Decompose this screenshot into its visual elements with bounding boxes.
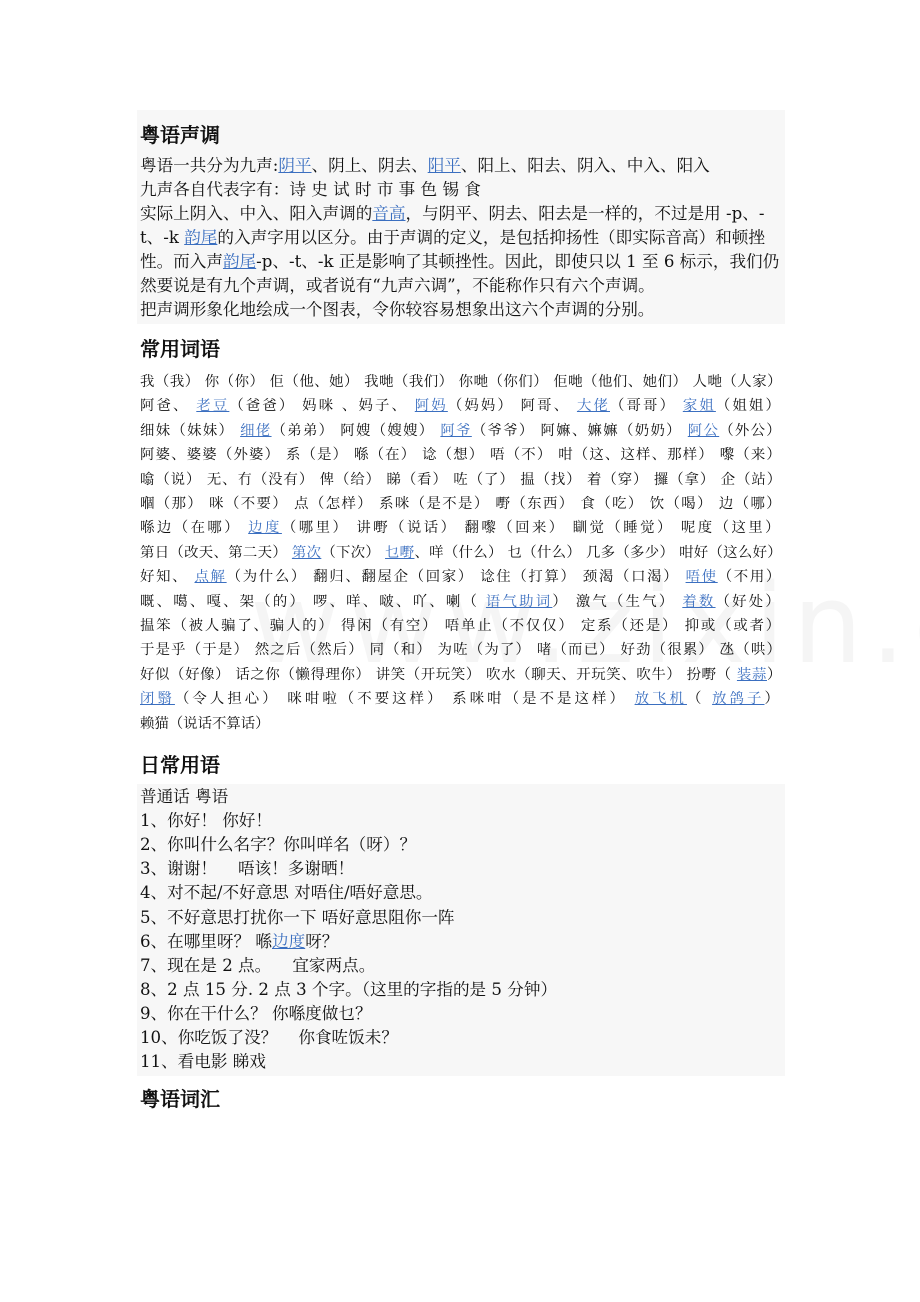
text-span: 6、在哪里呀？ 喺: [140, 931, 272, 951]
word-gloss: 谂住（打算）: [480, 569, 583, 586]
phrase-line: 7、现在是 2 点。 宜家两点。: [140, 955, 376, 975]
phrase-line: 8、2 点 15 分. 2 点 3 个字。（这里的字指的是 5 分钟）: [140, 979, 558, 999]
word-entry: [140, 447, 286, 463]
word-entry: [480, 569, 583, 585]
word-link[interactable]: 阿公: [687, 422, 720, 439]
phrase-line: 9、你在干什么？ 你喺度做乜？: [140, 1003, 372, 1023]
word-gloss: 于是乎（于是）: [140, 642, 255, 659]
word-gloss: 俾（给）: [319, 471, 387, 488]
word-link[interactable]: 点解: [194, 569, 227, 586]
word-entry: [508, 545, 586, 561]
link-pitch[interactable]: 音高: [372, 204, 406, 223]
link-coda-2[interactable]: 韵尾: [222, 252, 257, 271]
word-gloss: （好处）: [715, 593, 783, 610]
words-list: [137, 370, 785, 736]
word-entry: [302, 398, 408, 414]
word-gloss: （: [686, 691, 705, 708]
word-entry: [379, 496, 496, 512]
word-entry: [270, 374, 365, 390]
word-entry: [687, 667, 732, 683]
word-entry[interactable]: [635, 691, 705, 707]
word-entry: [453, 472, 520, 488]
word-entry: [486, 667, 687, 683]
word-link[interactable]: 家姐: [682, 398, 716, 415]
tones-para-4: 把声调形象化地绘成一个图表，令你较容易想象出这六个声调的分别。: [140, 300, 655, 319]
word-entry[interactable]: [683, 398, 782, 414]
word-gloss: 定系（还是）: [580, 618, 685, 635]
daily-heading: 日常用语: [140, 753, 220, 778]
word-entry: [650, 496, 719, 512]
word-entry: [341, 618, 445, 634]
word-gloss: 食（吃）: [580, 496, 650, 513]
text-span: 的入声字用以区分。由于声调的定义，是包括抑扬性（即实际音高）和顿挫性。而入声: [140, 228, 765, 271]
word-entry: [376, 667, 486, 683]
phrase-line: 5、不好意思打扰你一下 唔好意思阻你一阵: [140, 907, 455, 927]
word-link[interactable]: 闭翳: [140, 691, 175, 708]
word-gloss: 喺（在）: [354, 447, 423, 464]
word-gloss: 讲笑（开玩笑）: [375, 666, 487, 683]
word-entry[interactable]: [240, 423, 340, 439]
word-gloss: （令人担心）: [174, 691, 288, 708]
text-span: 呀？: [305, 931, 339, 951]
word-entry: [320, 472, 387, 488]
word-gloss: 讲嘢（说话）: [356, 520, 465, 537]
word-link[interactable]: 阿妈: [414, 398, 448, 415]
word-entry: [490, 447, 558, 463]
word-entry: [452, 691, 634, 707]
word-entry: [681, 520, 782, 536]
word-gloss: 颈渴（口渴）: [582, 569, 686, 586]
word-entry: [720, 447, 782, 463]
phrase-line: 1、你好！ 你好！: [140, 811, 272, 831]
word-gloss: 咪（不要）: [209, 496, 295, 513]
word-link[interactable]: 边度: [248, 520, 282, 537]
word-entry: [140, 667, 235, 683]
word-gloss: 佢哋（他们、她们）: [553, 374, 693, 390]
word-entry: [521, 398, 571, 414]
word-gloss: 细妹（妹妹）: [140, 422, 241, 439]
word-gloss: （哪里）: [281, 520, 357, 537]
daily-column-header: 普通话 粤语: [140, 787, 229, 807]
word-entry[interactable]: [686, 569, 782, 585]
word-link[interactable]: 大佬: [576, 398, 610, 415]
word-entry[interactable]: [196, 398, 302, 414]
text-span: 、阳上、阳去、阴入、中入、阳入: [460, 156, 710, 175]
word-gloss: 佢（他、她）: [269, 374, 365, 390]
word-gloss: 同（和）: [369, 642, 438, 659]
word-link[interactable]: 乜嘢: [385, 544, 415, 561]
tones-text: [140, 154, 783, 322]
word-entry: [140, 423, 240, 439]
word-gloss: 嚟（来）: [719, 447, 783, 464]
word-gloss: 激气（生气）: [575, 593, 683, 610]
document-page: [137, 110, 785, 1112]
word-entry: [537, 642, 621, 658]
word-gloss: 噏（说）: [140, 471, 207, 488]
word-entry: [205, 374, 270, 390]
word-entry: [140, 569, 188, 585]
word-gloss: 好似（好像）: [140, 666, 236, 683]
word-link[interactable]: 语气助词: [485, 593, 553, 610]
word-entry: [364, 374, 459, 390]
word-entry: [340, 423, 440, 439]
word-gloss: 系咪（是不是）: [379, 496, 496, 513]
word-entry: [520, 472, 587, 488]
word-entry: [586, 545, 679, 561]
word-gloss: （爸爸）: [229, 398, 303, 415]
word-entry: [140, 618, 341, 634]
word-gloss: 扮嘢（: [686, 666, 732, 683]
word-gloss: 第日（改天、第二天）: [140, 544, 292, 561]
word-gloss: 啰、咩、啵、吖、喇（: [312, 593, 480, 610]
word-gloss: 揾笨（被人骗了、骗人的）: [140, 618, 342, 635]
word-gloss: 几多（多少）: [585, 544, 680, 561]
word-entry: [370, 642, 438, 658]
words-header: [137, 324, 785, 370]
word-entry: [356, 520, 464, 536]
word-gloss: 你（你）: [204, 374, 270, 390]
tones-section: [137, 110, 785, 324]
text-span: ，与阴平、阴去、阳去是一样的，不过是用 -p、-t、-k: [140, 204, 765, 247]
word-entry: [583, 569, 686, 585]
word-entry: [553, 374, 692, 390]
text-span: 实际上阴入、中入、阳入声调的: [140, 204, 373, 223]
word-entry: [140, 520, 248, 536]
word-entry: [679, 545, 782, 561]
word-gloss: 我哋（我们）: [364, 374, 459, 390]
word-gloss: 、咩（什么）: [414, 544, 508, 561]
word-entry: [654, 472, 721, 488]
phrase-link[interactable]: 边度: [272, 931, 306, 951]
word-gloss: 睇（看）: [386, 471, 454, 488]
words-heading: 常用词语: [140, 337, 220, 361]
word-gloss: 吹水（聊天、开玩笑、吹牛）: [486, 666, 687, 683]
word-gloss: 点（怎样）: [294, 496, 380, 513]
word-gloss: （妈妈）: [447, 398, 521, 415]
word-gloss: 咁好（这么好）: [679, 544, 782, 561]
daily-phrases: [137, 784, 785, 1076]
word-entry: [445, 618, 581, 634]
word-gloss: 系咪咁（是不是这样）: [452, 691, 635, 708]
text-span: 粤语一共分为九声:: [140, 156, 279, 175]
word-entry: [286, 447, 354, 463]
vocab-heading: 粤语词汇: [140, 1087, 220, 1112]
word-link[interactable]: 放鸽子: [712, 691, 765, 708]
word-link[interactable]: 第次: [291, 544, 322, 561]
word-entry: [587, 472, 654, 488]
word-gloss: 攞（拿）: [653, 471, 721, 488]
word-entry: [209, 496, 294, 512]
word-gloss: 为咗（为了）: [437, 642, 537, 659]
word-gloss: 咗（了）: [453, 471, 521, 488]
word-entry[interactable]: [440, 423, 540, 439]
word-entry[interactable]: [385, 545, 508, 561]
word-gloss: 阿婆、婆婆（外婆）: [140, 447, 286, 464]
word-gloss: 翻归、翻屋企（回家）: [313, 569, 481, 586]
word-gloss: 乜（什么）: [507, 544, 586, 561]
phrase-line: 10、你吃饭了没？ 你食咗饭未？: [140, 1028, 398, 1048]
tones-para-1: [140, 154, 783, 178]
word-gloss: （下次）: [321, 544, 386, 561]
word-gloss: （姐姐）: [715, 398, 782, 415]
word-entry: [621, 642, 720, 658]
link-yangping[interactable]: 阳平: [427, 156, 461, 175]
word-entry: [313, 594, 479, 610]
word-entry: [438, 642, 537, 658]
word-entry: [422, 447, 490, 463]
word-entry[interactable]: [140, 691, 287, 707]
word-entry: [693, 374, 782, 390]
word-gloss: 着（穿）: [587, 471, 654, 488]
word-entry[interactable]: [486, 594, 576, 610]
word-gloss: 翻嚟（回来）: [464, 520, 573, 537]
word-gloss: 揾（找）: [520, 471, 588, 488]
word-entry[interactable]: [248, 520, 356, 536]
word-gloss: 好劲（很累）: [620, 642, 720, 659]
word-entry[interactable]: [712, 691, 782, 707]
word-gloss: ）: [764, 691, 782, 708]
word-gloss: 妈咪 、妈子、: [302, 398, 409, 415]
word-gloss: 阿爸、: [140, 398, 190, 415]
word-entry: [459, 374, 554, 390]
word-gloss: 阿嫲、嫲嫲（奶奶）: [540, 422, 688, 439]
word-gloss: 咪咁啦（不要这样）: [287, 691, 453, 708]
word-link[interactable]: 细佬: [240, 422, 272, 439]
word-entry: [581, 618, 685, 634]
word-entry: [140, 594, 313, 610]
word-entry: [140, 374, 205, 390]
word-gloss: 抑或（或者）: [684, 618, 783, 635]
text-span: 、阴上、阴去、: [311, 156, 428, 175]
word-entry: [685, 618, 782, 634]
word-gloss: 我（我）: [140, 374, 205, 390]
word-entry: [465, 520, 573, 536]
word-entry: [721, 472, 782, 488]
word-entry: [294, 496, 379, 512]
vocab-header: [137, 1076, 785, 1112]
word-gloss: 阿哥、: [520, 398, 571, 415]
word-link[interactable]: 老豆: [196, 398, 230, 415]
word-gloss: 人哋（人家）: [692, 374, 783, 390]
word-gloss: （外公）: [719, 422, 783, 439]
tones-heading: 粤语声调: [140, 123, 220, 147]
word-gloss: 嘅、噶、嘎、架（的）: [140, 593, 313, 610]
word-gloss: 谂（想）: [422, 447, 491, 464]
word-gloss: 饮（喝）: [649, 496, 719, 513]
word-gloss: 边（哪）: [718, 496, 783, 513]
word-entry: [235, 667, 375, 683]
word-entry: [313, 569, 480, 585]
text-span: -p、-t、-k 正是影响了其顿挫性。因此，即使只以 1 至 6 标示，我们仍然要说是有九个声调，或者说有“九声六调”，不能称作只有六个声调。: [140, 252, 780, 295]
word-gloss: 唔单止（不仅仅）: [444, 618, 581, 635]
word-entry: [387, 472, 454, 488]
word-entry[interactable]: [415, 398, 521, 414]
word-gloss: （不用）: [717, 569, 782, 586]
tones-para-2: 九声各自代表字有：诗 史 试 时 市 事 色 锡 食: [140, 180, 481, 199]
word-gloss: 你哋（你们）: [458, 374, 554, 390]
word-entry: [558, 447, 720, 463]
word-gloss: （为什么）: [226, 569, 314, 586]
word-gloss: 好知、: [140, 569, 189, 586]
word-entry[interactable]: [194, 569, 313, 585]
word-gloss: 啫（而已）: [536, 642, 621, 659]
word-gloss: 呢度（这里）: [680, 520, 783, 537]
word-entry: [207, 472, 320, 488]
link-yinping[interactable]: 阴平: [278, 156, 312, 175]
word-link[interactable]: 唔使: [685, 569, 718, 586]
phrase-line: 4、对不起/不好意思 对唔住/唔好意思。: [140, 883, 433, 903]
word-gloss: 系（是）: [285, 447, 354, 464]
word-entry: [255, 642, 370, 658]
word-gloss: 嗰（那）: [140, 496, 210, 513]
phrase-line: 3、谢谢！ 唔该！多谢晒！: [140, 859, 355, 879]
daily-header: [137, 736, 785, 784]
word-entry: [287, 691, 452, 707]
word-gloss: 得闲（有空）: [341, 618, 445, 635]
word-entry[interactable]: [577, 398, 683, 414]
phrase-line: 11、看电影 睇戏: [140, 1052, 266, 1072]
word-gloss: 瞓觉（睡觉）: [572, 520, 681, 537]
word-entry: [573, 520, 681, 536]
word-gloss: 然之后（然后）: [254, 642, 370, 659]
word-entry: [140, 472, 207, 488]
word-gloss: 赖猫（说话不算话）: [140, 715, 270, 732]
phrase-line: [140, 930, 782, 954]
word-entry: [720, 642, 782, 658]
word-entry[interactable]: [688, 423, 782, 439]
word-entry: [140, 398, 190, 414]
word-entry: [140, 545, 292, 561]
phrase-line: 2、你叫什么名字？你叫咩名（呀）？: [140, 835, 417, 855]
word-gloss: 氹（哄）: [719, 642, 783, 659]
word-link[interactable]: 阿爷: [440, 422, 472, 439]
word-entry[interactable]: [292, 545, 385, 561]
word-gloss: 咁（这、这样、那样）: [558, 447, 720, 464]
word-gloss: （哥哥）: [610, 398, 683, 415]
word-link[interactable]: 装蒜: [736, 666, 767, 683]
word-gloss: （爷爷）: [471, 422, 541, 439]
word-entry: [541, 423, 688, 439]
word-entry: [140, 716, 270, 732]
word-entry: [576, 594, 683, 610]
word-entry: [719, 496, 782, 512]
word-gloss: ）: [766, 666, 782, 683]
tones-para-3: [140, 202, 783, 298]
word-gloss: 阿嫂（嫂嫂）: [340, 422, 441, 439]
word-entry: [581, 496, 650, 512]
link-coda[interactable]: 韵尾: [184, 228, 218, 247]
word-gloss: 唔（不）: [490, 447, 559, 464]
word-gloss: 话之你（懒得理你）: [235, 666, 376, 683]
word-gloss: ）: [552, 593, 576, 610]
word-gloss: 嘢（东西）: [495, 496, 581, 513]
word-entry: [496, 496, 581, 512]
word-gloss: 喺边（在哪）: [140, 520, 249, 537]
word-link[interactable]: 着数: [682, 593, 716, 610]
word-entry: [140, 642, 255, 658]
word-gloss: 企（站）: [720, 471, 783, 488]
word-entry: [354, 447, 422, 463]
word-entry[interactable]: [682, 594, 782, 610]
word-entry: [140, 496, 209, 512]
word-gloss: 无、冇（没有）: [206, 471, 320, 488]
word-link[interactable]: 放飞机: [634, 691, 687, 708]
word-gloss: （弟弟）: [271, 422, 341, 439]
word-entry[interactable]: [737, 667, 782, 683]
